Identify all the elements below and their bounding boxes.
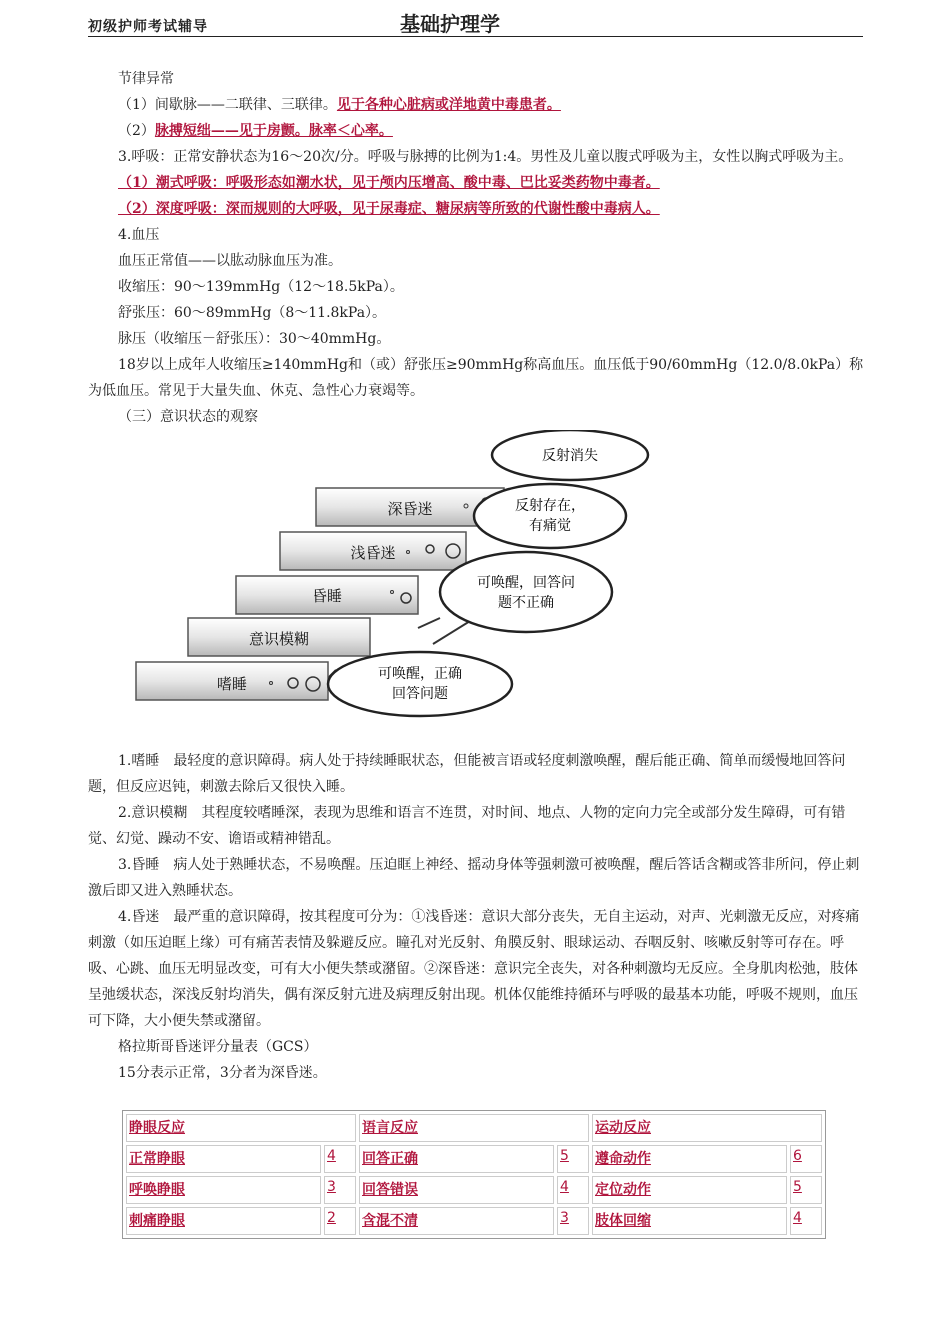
table-cell-score: 4 [324, 1145, 356, 1173]
paragraph: （三）意识状态的观察 [118, 409, 258, 425]
header-center-title: 基础护理学 [400, 12, 500, 36]
table-cell-score: 2 [324, 1207, 356, 1235]
paragraph: 舒张压：60～89mmHg（8～11.8kPa）。 [118, 305, 387, 321]
step-hunshui [236, 576, 418, 614]
paragraph [88, 92, 864, 118]
step-label: 浅昏迷 [350, 544, 396, 562]
table-header-cell: 运动反应 [592, 1114, 822, 1142]
table-cell: 呼唤睁眼 [126, 1176, 321, 1204]
cloud-text: 回答问题 [392, 686, 448, 702]
paragraph [88, 118, 864, 144]
paragraph: 1.嗜睡 最轻度的意识障碍。病人处于持续睡眠状态，但能被言语或轻度刺激唤醒，醒后能正确、简单而缓慢地回答问题，但反应迟钝，刺激去除后又很快入睡。 [88, 753, 846, 795]
paragraph: 4.血压 [118, 227, 160, 243]
table-cell-score: 4 [557, 1176, 589, 1204]
paragraph [88, 196, 864, 222]
cloud-1 [328, 652, 512, 716]
paragraph: 2.意识模糊 其程度较嗜睡深，表现为思维和语言不连贯，对时间、地点、人物的定向力完全或部分发生障碍，可有错觉、幻觉、躁动不安、谵语或精神错乱。 [88, 805, 846, 847]
paragraph [88, 170, 864, 196]
paragraph: 18岁以上成年人收缩压≥140mmHg和（或）舒张压≥90mmHg称高血压。血压低于90/60mmHg（12.0/8.0kPa）称为低血压。常见于大量失血、休克、急性心力衰竭等。 [88, 357, 864, 399]
step-label: 深昏迷 [387, 500, 433, 518]
paragraph: 脉压（收缩压－舒张压）：30～40mmHg。 [118, 331, 391, 347]
gcs-table [122, 1110, 826, 1239]
cloud-2 [440, 552, 612, 632]
table-cell-score: 4 [790, 1207, 822, 1235]
highlight-text: 见于各种心脏病或洋地黄中毒患者。 [336, 97, 561, 113]
table-cell-score: 3 [324, 1176, 356, 1204]
paragraph: 收缩压：90～139mmHg（12～18.5kPa）。 [118, 279, 404, 295]
cloud-text: 可唤醒，正确 [378, 666, 462, 682]
table-header-cell: 睁眼反应 [126, 1114, 356, 1142]
paragraph: 15分表示正常，3分者为深昏迷。 [118, 1065, 327, 1081]
step-shisui [136, 662, 328, 700]
highlight-text: （1）潮式呼吸：呼吸形态如潮水状，见于颅内压增高、酸中毒、巴比妥类药物中毒者。 [118, 175, 660, 191]
table-header-row [126, 1114, 822, 1142]
paragraph: 3.呼吸：正常安静状态为16～20次/分。呼吸与脉搏的比例为1:4。男性及儿童以腹式呼吸为主，女性以胸式呼吸为主。 [118, 149, 853, 165]
cloud-text: 反射存在， [515, 498, 585, 514]
table-cell: 回答错误 [359, 1176, 554, 1204]
cloud-text: 有痛觉 [529, 518, 571, 534]
step-qianhunmi [280, 532, 466, 570]
header-left-title: 初级护师考试辅导 [88, 19, 208, 35]
paragraph: 节律异常 [118, 71, 174, 87]
document-body [88, 66, 864, 1086]
table-cell: 肢体回缩 [592, 1207, 787, 1235]
text: （2） [118, 123, 155, 139]
cloud-4 [492, 430, 648, 480]
highlight-text: 脉搏短绌——见于房颤。脉率＜心率。 [154, 123, 393, 139]
table-row [126, 1145, 822, 1173]
consciousness-diagram [88, 430, 864, 748]
consciousness-diagram-svg [88, 430, 864, 748]
table-header-cell: 语言反应 [359, 1114, 589, 1142]
cloud-3 [474, 484, 626, 548]
table-cell: 定位动作 [592, 1176, 787, 1204]
connector-line [418, 618, 440, 628]
step-label: 嗜睡 [216, 675, 248, 693]
step-label: 昏睡 [311, 587, 343, 605]
step-yishimohu [188, 618, 370, 656]
step-label: 意识模糊 [248, 630, 310, 648]
cloud-text: 反射消失 [542, 448, 598, 464]
cloud-text: 题不正确 [498, 595, 554, 611]
table-cell: 回答正确 [359, 1145, 554, 1173]
cloud-text: 可唤醒，回答问 [477, 575, 575, 591]
paragraph: 格拉斯哥昏迷评分量表（GCS） [118, 1039, 318, 1055]
table-cell: 遵命动作 [592, 1145, 787, 1173]
table-cell: 含混不清 [359, 1207, 554, 1235]
paragraph: 4.昏迷 最严重的意识障碍，按其程度可分为：①浅昏迷：意识大部分丧失，无自主运动，对声、光刺激无反应，对疼痛刺激（如压迫眶上缘）可有痛苦表情及躲避反应。瞳孔对光反射、角膜反射、眼球运动、吞咽反射、咳嗽反射等可存在。呼吸、心跳、血压无明显改变，可有大小便失禁或潴留。②深昏迷：意识完全丧失，对各种刺激均无反应。全身肌肉松弛，肢体呈弛缓状态，深浅反射均消失，偶有深反射亢进及病理反射出现。机体仅能维持循环与呼吸的最基本功能，呼吸不规则，血压可下降，大小便失禁或潴留。 [88, 909, 860, 1029]
text: （1）间歇脉——二联律、三联律。 [118, 97, 337, 113]
table-cell-score: 5 [790, 1176, 822, 1204]
table-row [126, 1207, 822, 1235]
table-cell: 刺痛睁眼 [126, 1207, 321, 1235]
paragraph: 3.昏睡 病人处于熟睡状态，不易唤醒。压迫眶上神经、摇动身体等强刺激可被唤醒，醒后答话含糊或答非所问，停止刺激后即又进入熟睡状态。 [88, 857, 860, 899]
page-header [88, 8, 863, 37]
table-row [126, 1176, 822, 1204]
table-cell: 正常睁眼 [126, 1145, 321, 1173]
highlight-text: （2）深度呼吸：深而规则的大呼吸，见于尿毒症、糖尿病等所致的代谢性酸中毒病人。 [118, 201, 660, 217]
table-cell-score: 5 [557, 1145, 589, 1173]
table-cell-score: 3 [557, 1207, 589, 1235]
table-cell-score: 6 [790, 1145, 822, 1173]
paragraph: 血压正常值——以肱动脉血压为准。 [118, 253, 342, 269]
